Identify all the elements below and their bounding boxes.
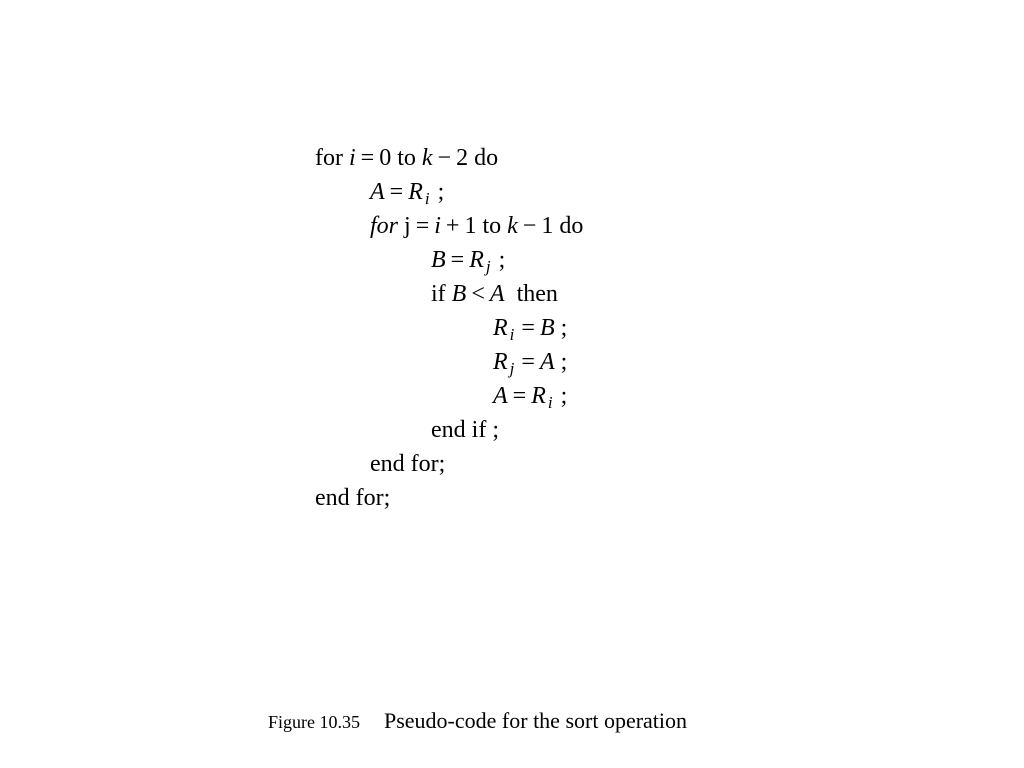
variable-k: k bbox=[507, 213, 518, 239]
code-line-6 bbox=[493, 314, 567, 342]
variable-r: R bbox=[493, 315, 508, 341]
operator-plus: + bbox=[445, 213, 460, 239]
variable-r: R bbox=[493, 349, 508, 375]
keyword-to: to bbox=[482, 213, 502, 239]
variable-j: j bbox=[404, 213, 411, 239]
variable-i: i bbox=[434, 213, 441, 239]
code-line-5 bbox=[431, 280, 558, 308]
semicolon: ; bbox=[560, 349, 568, 375]
code-line-3 bbox=[370, 212, 583, 240]
code-line-8 bbox=[493, 382, 567, 410]
operator-equals: = bbox=[389, 179, 404, 205]
number-zero: 0 bbox=[379, 145, 392, 171]
variable-r: R bbox=[469, 247, 484, 273]
code-line-9: end if ; bbox=[431, 417, 499, 443]
semicolon: ; bbox=[437, 179, 445, 205]
number-one: 1 bbox=[464, 213, 477, 239]
operator-equals: = bbox=[360, 145, 375, 171]
figure-caption-text: Pseudo-code for the sort operation bbox=[384, 708, 688, 733]
semicolon: ; bbox=[560, 383, 568, 409]
variable-b: B bbox=[431, 247, 446, 273]
keyword-do: do bbox=[474, 145, 499, 171]
keyword-do: do bbox=[559, 213, 584, 239]
code-line-10: end for; bbox=[370, 451, 446, 477]
code-line-2 bbox=[370, 178, 444, 206]
variable-a: A bbox=[489, 281, 505, 307]
keyword-then: then bbox=[516, 281, 558, 307]
variable-b: B bbox=[451, 281, 467, 307]
operator-equals: = bbox=[415, 213, 430, 239]
keyword-to: to bbox=[397, 145, 416, 171]
code-line-1 bbox=[315, 144, 498, 172]
number-one: 1 bbox=[541, 213, 554, 239]
operator-equals: = bbox=[512, 383, 527, 409]
variable-r: R bbox=[408, 179, 423, 205]
code-line-4 bbox=[431, 246, 505, 274]
variable-i: i bbox=[348, 145, 356, 171]
operator-minus: − bbox=[437, 145, 452, 171]
subscript-i: i bbox=[547, 393, 553, 412]
operator-equals: = bbox=[521, 315, 535, 341]
variable-a: A bbox=[539, 349, 555, 375]
operator-equals: = bbox=[450, 247, 465, 273]
keyword-for: for bbox=[315, 145, 343, 171]
number-two: 2 bbox=[456, 145, 469, 171]
subscript-j: j bbox=[485, 257, 491, 276]
subscript-i: i bbox=[509, 325, 515, 344]
semicolon: ; bbox=[498, 247, 506, 273]
code-line-11: end for; bbox=[315, 485, 391, 511]
variable-k: k bbox=[421, 145, 433, 171]
operator-equals: = bbox=[521, 349, 535, 375]
subscript-i: i bbox=[424, 189, 430, 208]
variable-a: A bbox=[370, 179, 385, 205]
operator-less-than: < bbox=[471, 281, 485, 307]
variable-r: R bbox=[531, 383, 546, 409]
keyword-for: for bbox=[370, 213, 399, 239]
subscript-j: j bbox=[509, 359, 515, 378]
figure-caption bbox=[268, 708, 687, 734]
keyword-if: if bbox=[431, 281, 446, 307]
operator-minus: − bbox=[522, 213, 537, 239]
figure-label: Figure 10.35 bbox=[268, 712, 360, 732]
code-line-7 bbox=[493, 348, 567, 376]
variable-a: A bbox=[493, 383, 508, 409]
variable-b: B bbox=[539, 315, 555, 341]
semicolon: ; bbox=[560, 315, 568, 341]
